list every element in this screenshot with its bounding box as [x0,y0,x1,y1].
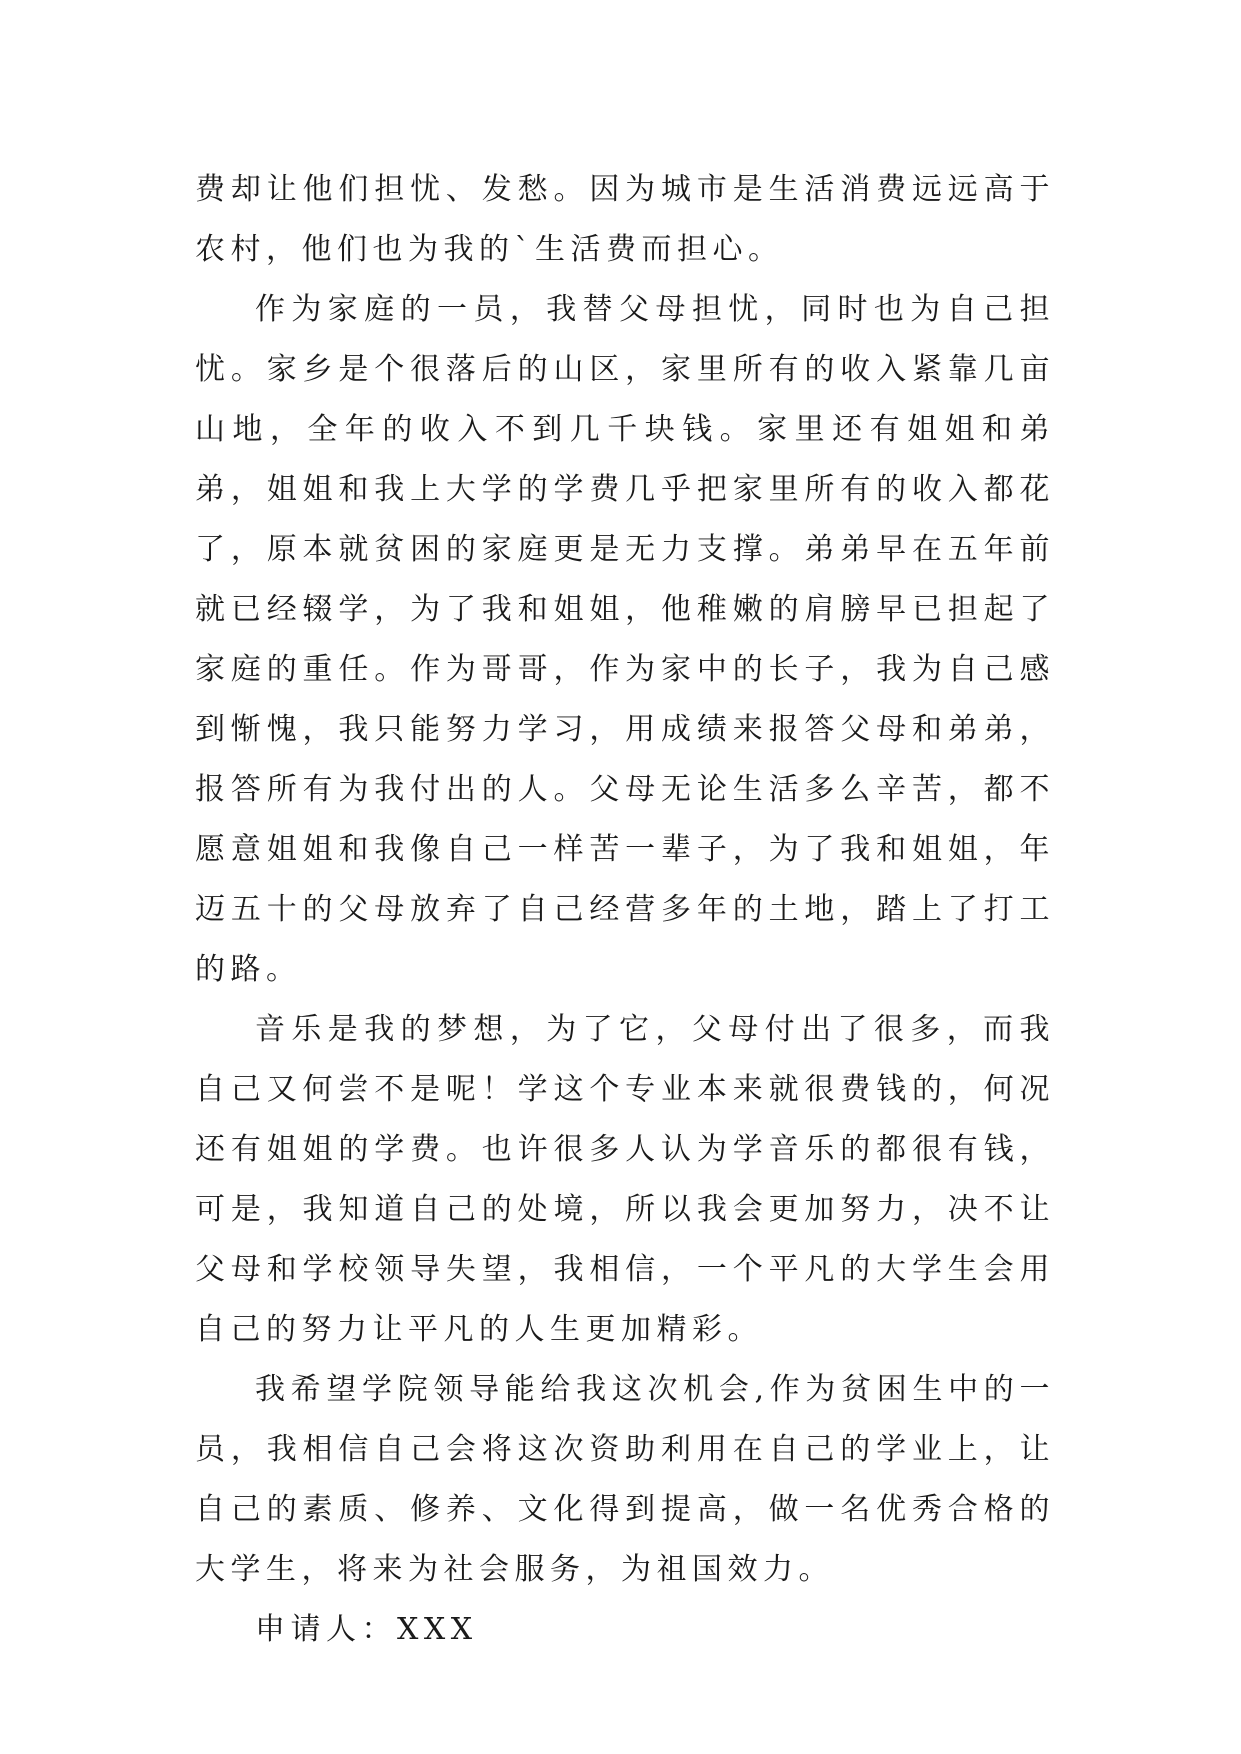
applicant-signature: 申请人：XXX [255,1612,478,1647]
paragraph-request: 我希望学院领导能给我这次机会,作为贫困生中的一员，我相信自己会将这次资助利用在自己的学业上，让自己的素质、修养、文化得到提高，做一名优秀合格的大学生，将来为社会服务，为祖国效力。 [195,1372,1055,1587]
letter-body [195,160,1055,1660]
paragraph-music-dream: 音乐是我的梦想，为了它，父母付出了很多，而我自己又何尝不是呢！学这个专业本来就很费钱的，何况还有姐姐的学费。也许很多人认为学音乐的都很有钱，可是，我知道自己的处境，所以我会更加努力，决不让父母和学校领导失望，我相信，一个平凡的大学生会用自己的努力让平凡的人生更加精彩。 [195,1012,1055,1347]
paragraph-continuation: 费却让他们担忧、发愁。因为城市是生活消费远远高于农村，他们也为我的`生活费而担心。 [195,172,1055,267]
paragraph-family-situation: 作为家庭的一员，我替父母担忧，同时也为自己担忧。家乡是个很落后的山区，家里所有的收入紧靠几亩山地，全年的收入不到几千块钱。家里还有姐姐和弟弟，姐姐和我上大学的学费几乎把家里所有的收入都花了，原本就贫困的家庭更是无力支撑。弟弟早在五年前就已经辍学，为了我和姐姐，他稚嫩的肩膀早已担起了家庭的重任。作为哥哥，作为家中的长子，我为自己感到惭愧，我只能努力学习，用成绩来报答父母和弟弟，报答所有为我付出的人。父母无论生活多么辛苦，都不愿意姐姐和我像自己一样苦一辈子，为了我和姐姐，年迈五十的父母放弃了自己经营多年的土地，踏上了打工的路。 [195,292,1055,987]
